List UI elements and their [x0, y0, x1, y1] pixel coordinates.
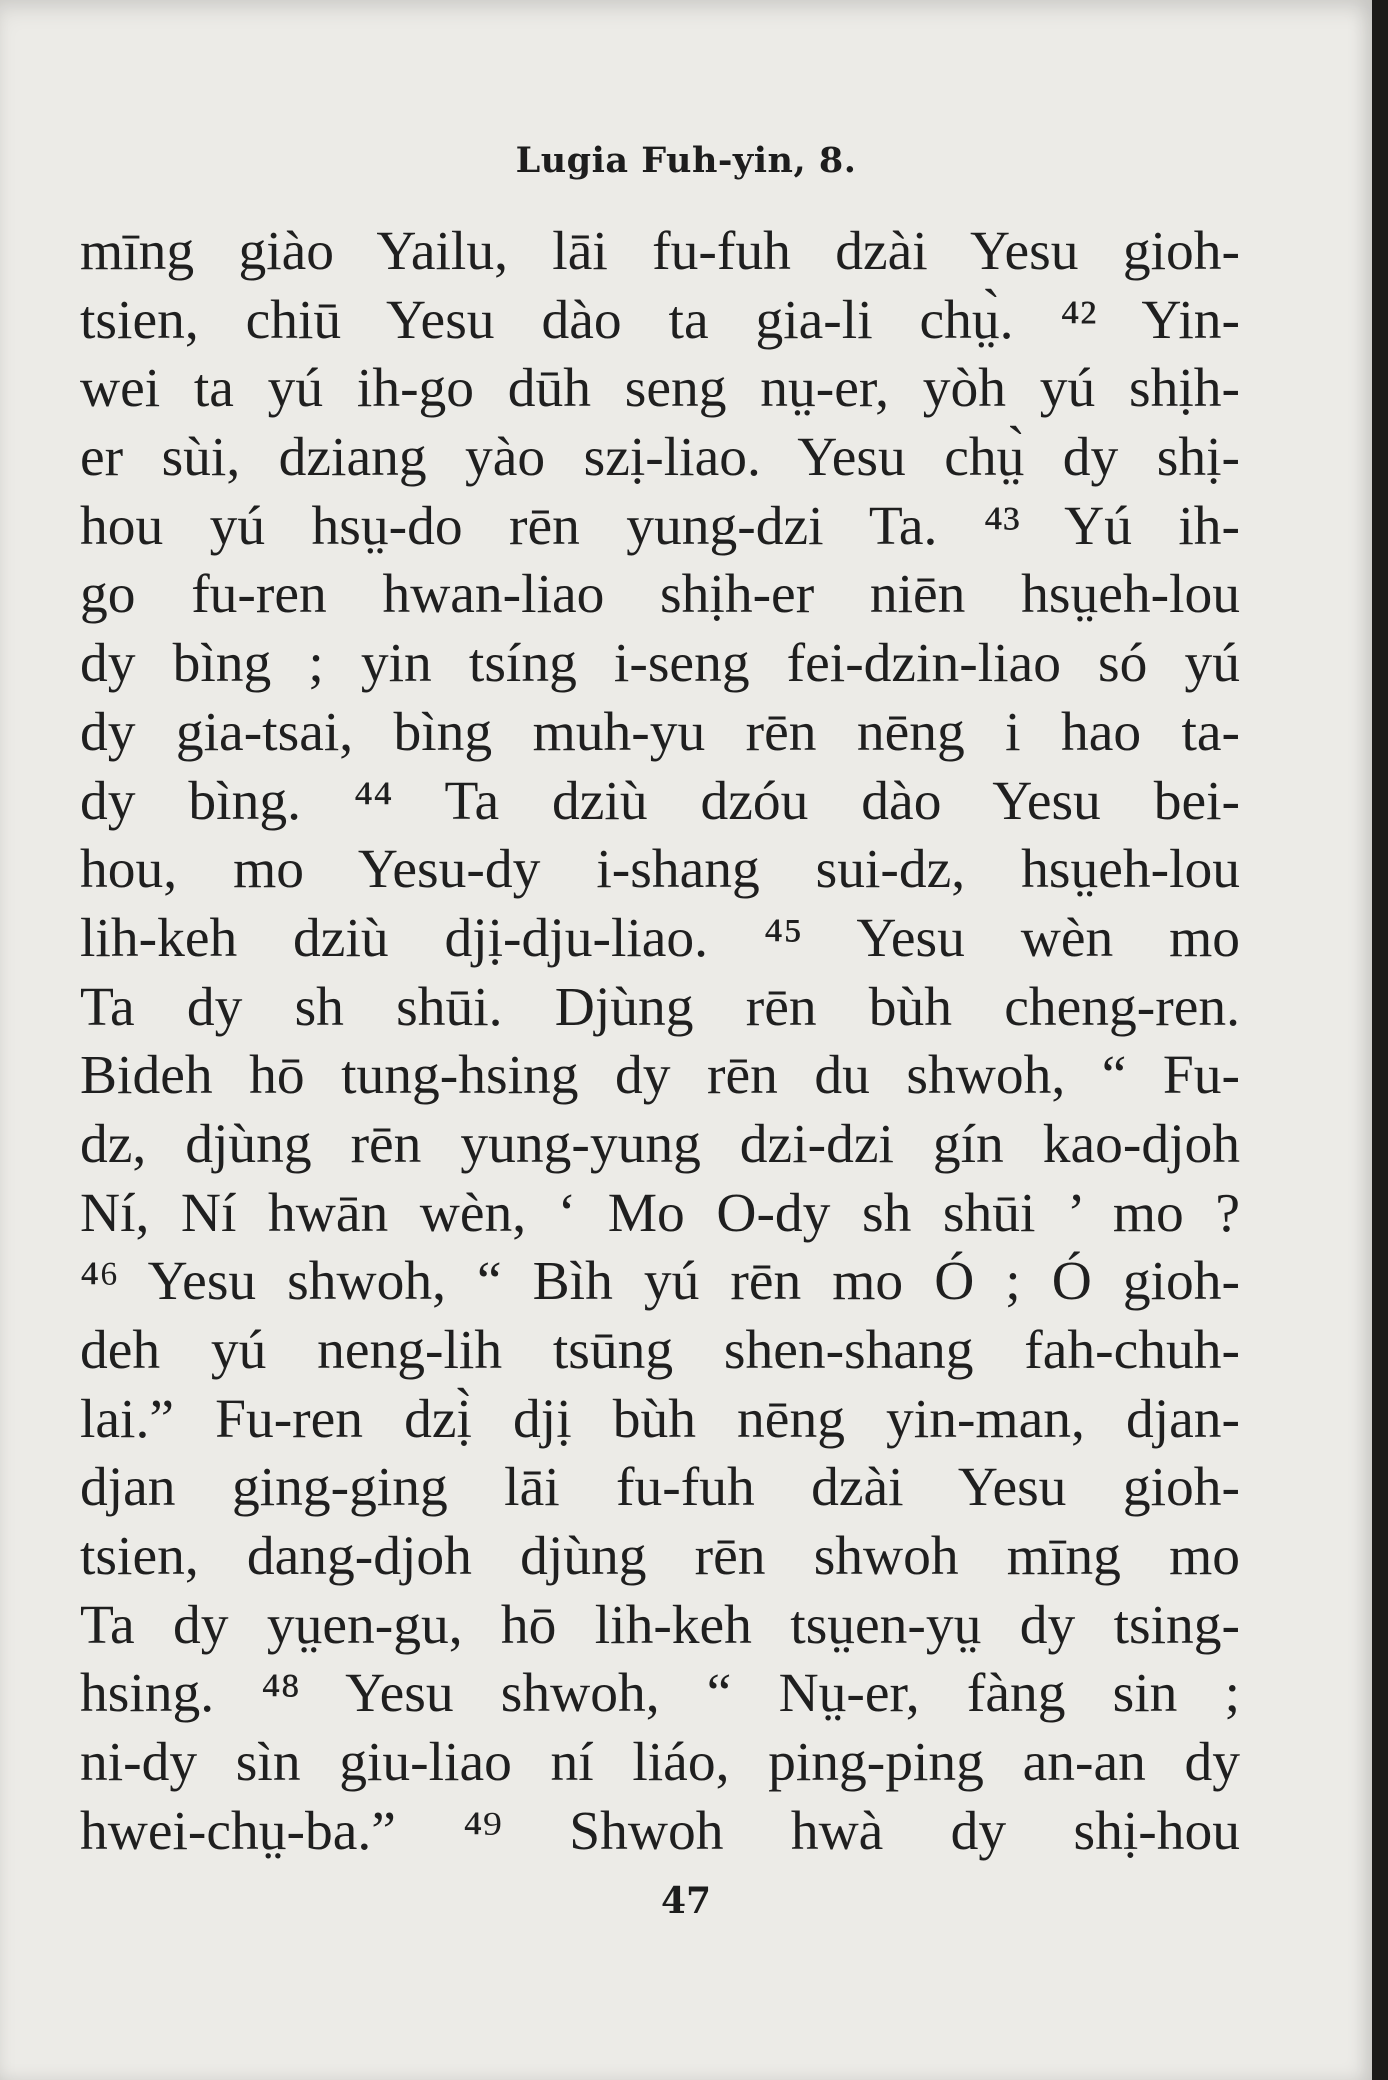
text-line: Ní, Ní hwān wèn, ‘ Mo O-dy sh shūi ’ mo ? [80, 1182, 1240, 1244]
text-line: wei ta yú ih-go dūh seng nṳ-er, yòh yú shịh- [80, 358, 1240, 420]
text-line: go fu-ren hwan-liao shịh-er niēn hsṳeh-lou [80, 564, 1240, 626]
body-text [80, 218, 1240, 1867]
text-line: dy bìng. ⁴⁴ Ta dziù dzóu dào Yesu bei- [80, 770, 1240, 832]
text-line: lih-keh dziù djị-dju-liao. ⁴⁵ Yesu wèn mo [80, 907, 1240, 969]
text-line: ⁴⁶ Yesu shwoh, “ Bìh yú rēn mo Ó ; Ó gioh- [80, 1251, 1240, 1313]
text-line: hou, mo Yesu-dy i-shang sui-dz, hsṳeh-lou [80, 839, 1240, 901]
text-line: ni-dy sìn giu-liao ní liáo, ping-ping an-an dy [80, 1732, 1240, 1794]
text-line: Ta dy sh shūi. Djùng rēn bùh cheng-ren. [80, 976, 1240, 1038]
text-line: dz, djùng rēn yung-yung dzi-dzi gín kao-djoh [80, 1113, 1240, 1175]
text-line: Ta dy yṳen-gu, hō lih-keh tsṳen-yṳ dy tsing- [80, 1594, 1240, 1656]
text-line: hwei-chṳ-ba.” ⁴⁹ Shwoh hwà dy shị-hou [80, 1800, 1240, 1862]
text-line: Bideh hō tung-hsing dy rēn du shwoh, “ Fu- [80, 1045, 1240, 1107]
text-line: mīng giào Yailu, lāi fu-fuh dzài Yesu gioh- [80, 221, 1240, 282]
text-line: djan ging-ging lāi fu-fuh dzài Yesu gioh- [80, 1457, 1240, 1519]
text-line: er sùi, dziang yào szị-liao. Yesu chṳ̀ dy shị- [80, 427, 1240, 489]
text-line: tsien, chiū Yesu dào ta gia-li chṳ̀. ⁴² Yin- [80, 289, 1240, 351]
text-line: lai.” Fu-ren dzị̀ djị bùh nēng yin-man, djan- [80, 1388, 1240, 1450]
text-line: hou yú hsṳ-do rēn yung-dzi Ta. ⁴³ Yú ih- [80, 495, 1240, 557]
text-line: hsing. ⁴⁸ Yesu shwoh, “ Nṳ-er, fàng sin ; [80, 1663, 1240, 1725]
running-header: Lugia Fuh-yin, 8. [515, 140, 857, 181]
text-line: dy bìng ; yin tsíng i-seng fei-dzin-liao só yú [80, 633, 1240, 695]
text-line: tsien, dang-djoh djùng rēn shwoh mīng mo [80, 1526, 1240, 1588]
page-number: 47 [660, 1880, 712, 1922]
text-line: deh yú neng-lih tsūng shen-shang fah-chuh- [80, 1320, 1240, 1381]
text-line: dy gia-tsai, bìng muh-yu rēn nēng i hao ta- [80, 701, 1240, 763]
